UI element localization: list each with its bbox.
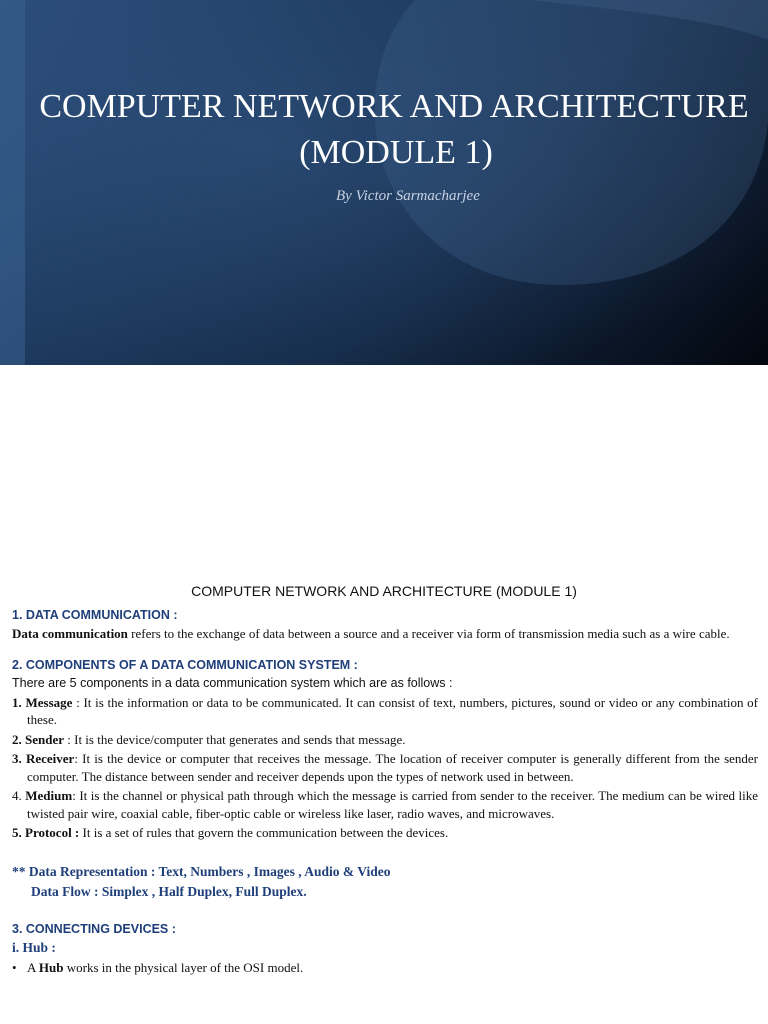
slide-background-decoration — [0, 0, 768, 365]
item-text: : It is the channel or physical path through which the message is carried from sender to the receiver. The medium can be wired like twisted pair wire, coaxial cable, fiber-optic cable or wireless like laser, radio waves, and microwaves. — [27, 788, 758, 821]
item-term: Protocol : — [25, 825, 80, 840]
bullet-text: works in the physical layer of the OSI model. — [63, 959, 304, 975]
item-term: Medium — [25, 788, 73, 803]
item-text: It is a set of rules that govern the communication between the devices. — [79, 825, 449, 840]
component-item-medium — [12, 787, 758, 822]
bullet-term: Hub — [38, 959, 64, 975]
component-item-sender — [12, 731, 758, 749]
item-number: 4. — [12, 788, 26, 803]
title-slide — [0, 0, 768, 365]
hub-bullet-item — [12, 960, 768, 976]
bullet-icon: • — [12, 959, 17, 975]
component-item-message — [12, 694, 758, 729]
item-number: 2. — [12, 731, 25, 747]
section-1-text: refers to the exchange of data between a source and a receiver via form of transmission media such as a wire cable. — [127, 626, 730, 641]
item-number: 3. — [12, 751, 26, 766]
item-text: : It is the information or data to be communicated. It can consist of text, numbers, pictures, sound or video or any combination of these. — [27, 694, 758, 727]
component-item-protocol — [12, 824, 758, 842]
item-number: 1. — [12, 694, 26, 710]
hub-subheading: i. Hub : — [12, 939, 56, 955]
document-page — [0, 575, 768, 976]
section-1-title: 1. DATA COMMUNICATION : — [12, 608, 178, 622]
slide-author — [0, 188, 708, 205]
note-line1: Data Representation : Text, Numbers , Images , Audio & Video — [28, 863, 391, 879]
slide-title-line2: (MODULE 1) — [299, 134, 493, 171]
section-2-intro: There are 5 components in a data communication system which are as follows : — [12, 675, 453, 690]
document-heading: COMPUTER NETWORK AND ARCHITECTURE (MODULE 1) — [191, 583, 577, 599]
slide-title — [20, 84, 768, 176]
author-text: By Victor Sarmacharjee — [336, 188, 480, 204]
item-number: 5. — [12, 825, 25, 840]
item-term: Sender — [25, 731, 64, 747]
section-1-paragraph — [12, 625, 758, 643]
note-stars: ** — [12, 863, 29, 879]
slide-title-line1: COMPUTER NETWORK AND ARCHITECTURE — [39, 88, 749, 125]
item-text: : It is the device/computer that generates and sends that message. — [64, 731, 406, 747]
data-representation-note — [12, 864, 768, 880]
section-2-title: 2. COMPONENTS OF A DATA COMMUNICATION SYSTEM : — [12, 657, 358, 672]
item-term: Receiver — [25, 751, 75, 766]
item-text: : It is the device or computer that receives the message. The location of receiver computer is generally different from the sender computer. The distance between sender and receiver depends upon the types of network used in between. — [27, 751, 758, 784]
item-term: Message — [25, 694, 73, 710]
section-3-title: 3. CONNECTING DEVICES : — [12, 921, 176, 936]
component-item-receiver — [12, 750, 758, 785]
data-flow-note: Data Flow : Simplex , Half Duplex, Full Duplex. — [31, 883, 307, 899]
bullet-prefix: A — [27, 959, 39, 975]
term-data-communication: Data communication — [12, 626, 128, 641]
